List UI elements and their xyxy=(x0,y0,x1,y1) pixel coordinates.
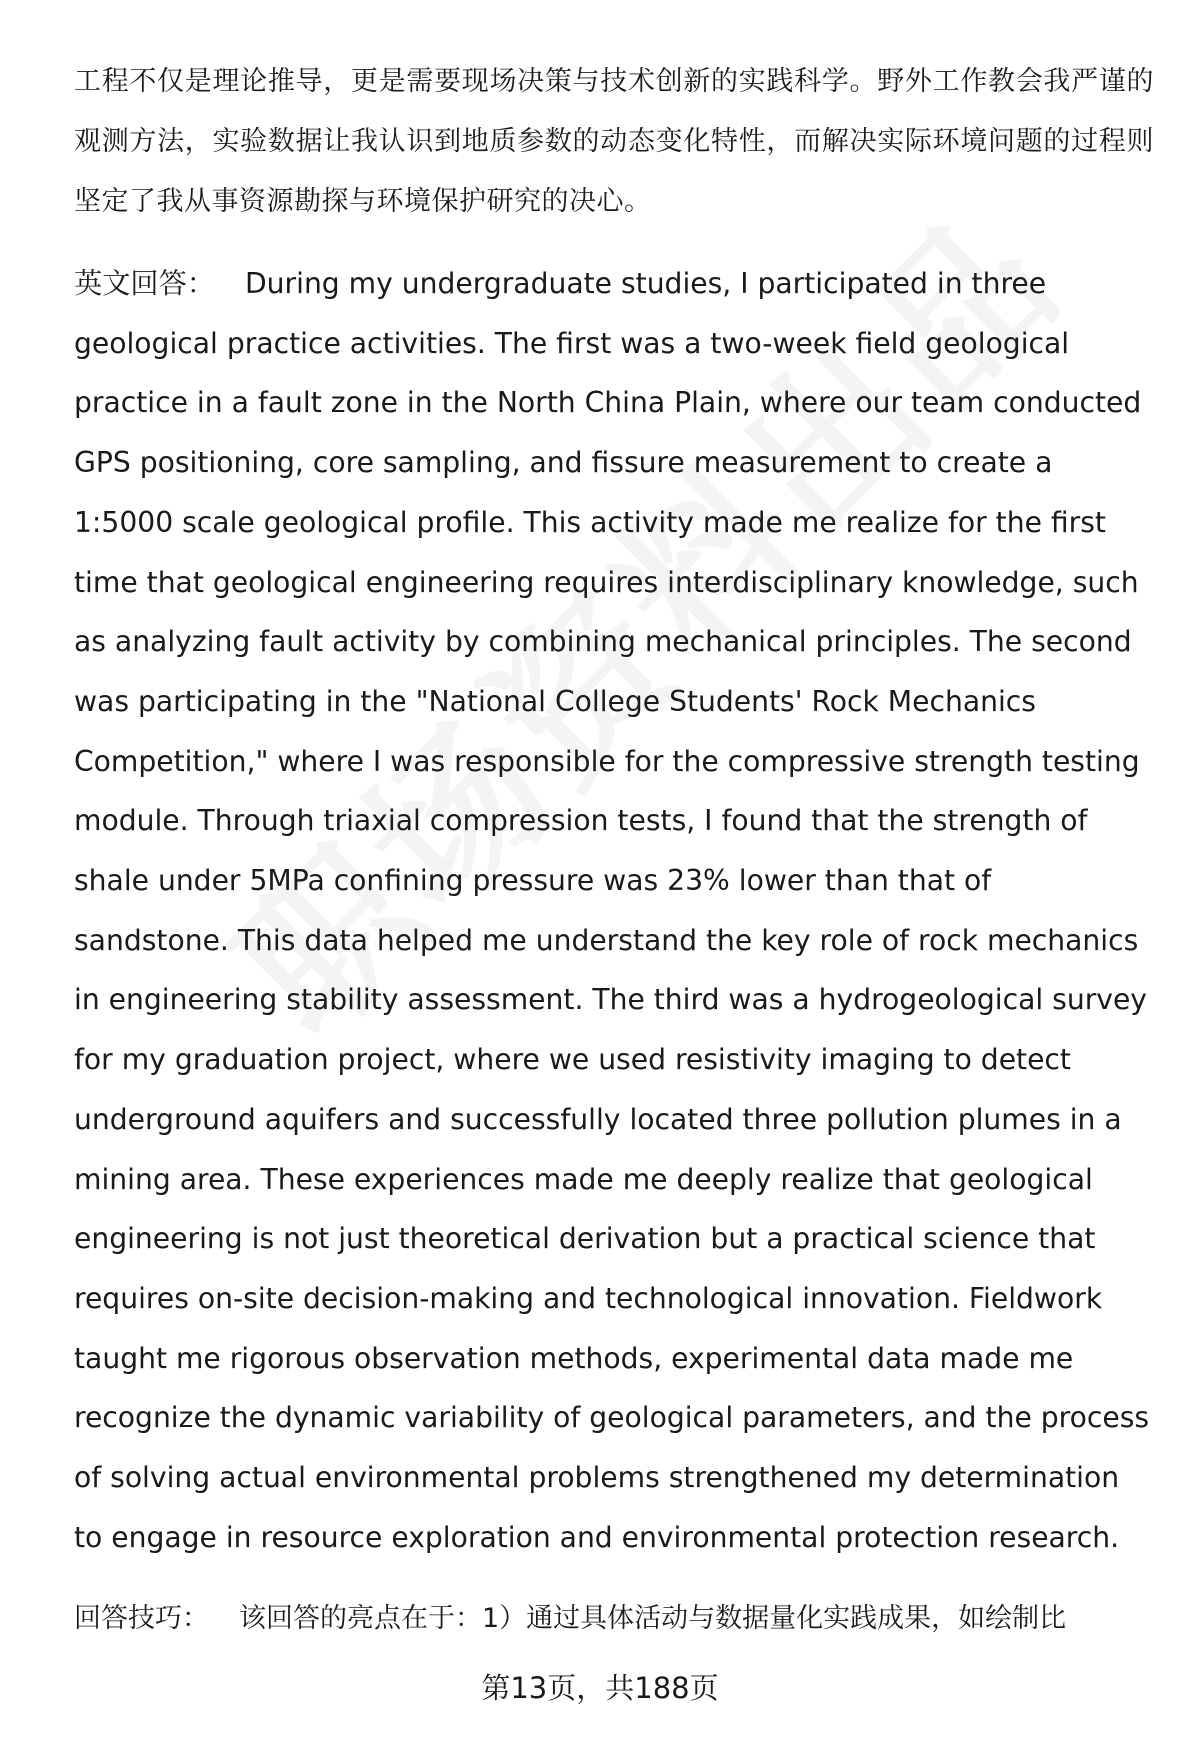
document-body xyxy=(74,52,1154,1649)
answer-tips-label: 回答技巧： xyxy=(74,1603,209,1635)
answer-tips-text: 该回答的亮点在于：1）通过具体活动与数据量化实践成果，如绘制比 xyxy=(239,1603,1067,1635)
page-footer: 第13页，共188页 xyxy=(481,1671,719,1705)
english-answer-text: During my undergraduate studies, I participated in three geological practice activities. The first was a two-week field geological practice in a fault zone in the North China Plain, where our team conducted GPS positioning, core sampling, and fissure measurement to create a 1:5000 scale geological profile. This activity made me realize for the first time that geological engineering requires interdisciplinary knowledge, such as analyzing fault activity by combining mechanical principles. The second was participating in the "National College Students' Rock Mechanics Competition," where I was responsible for the compressive strength testing module. Through triaxial compression tests, I found that the strength of shale under 5MPa confining pressure was 23% lower than that of sandstone. This data helped me understand the key role of rock mechanics in engineering stability assessment. The third was a hydrogeological survey for my graduation project, where we used resistivity imaging to detect underground aquifers and successfully located three pollution plumes in a mining area. These experiences made me deeply realize that geological engineering is not just theoretical derivation but a practical science that requires on-site decision-making and technological innovation. Fieldwork taught me rigorous observation methods, experimental data made me recognize the dynamic variability of geological parameters, and the process of solving actual environmental problems strengthened my determination to engage in resource exploration and environmental protection research. xyxy=(74,267,1150,1554)
answer-tips-paragraph xyxy=(74,1589,1154,1649)
english-answer-label: 英文回答： xyxy=(74,267,215,300)
intro-paragraph: 工程不仅是理论推导，更是需要现场决策与技术创新的实践科学。野外工作教会我严谨的观测方法，实验数据让我认识到地质参数的动态变化特性，而解决实际环境问题的过程则坚定了我从事资源勘探与环境保护研究的决心。 xyxy=(74,66,1154,217)
english-answer-paragraph xyxy=(74,254,1154,1567)
